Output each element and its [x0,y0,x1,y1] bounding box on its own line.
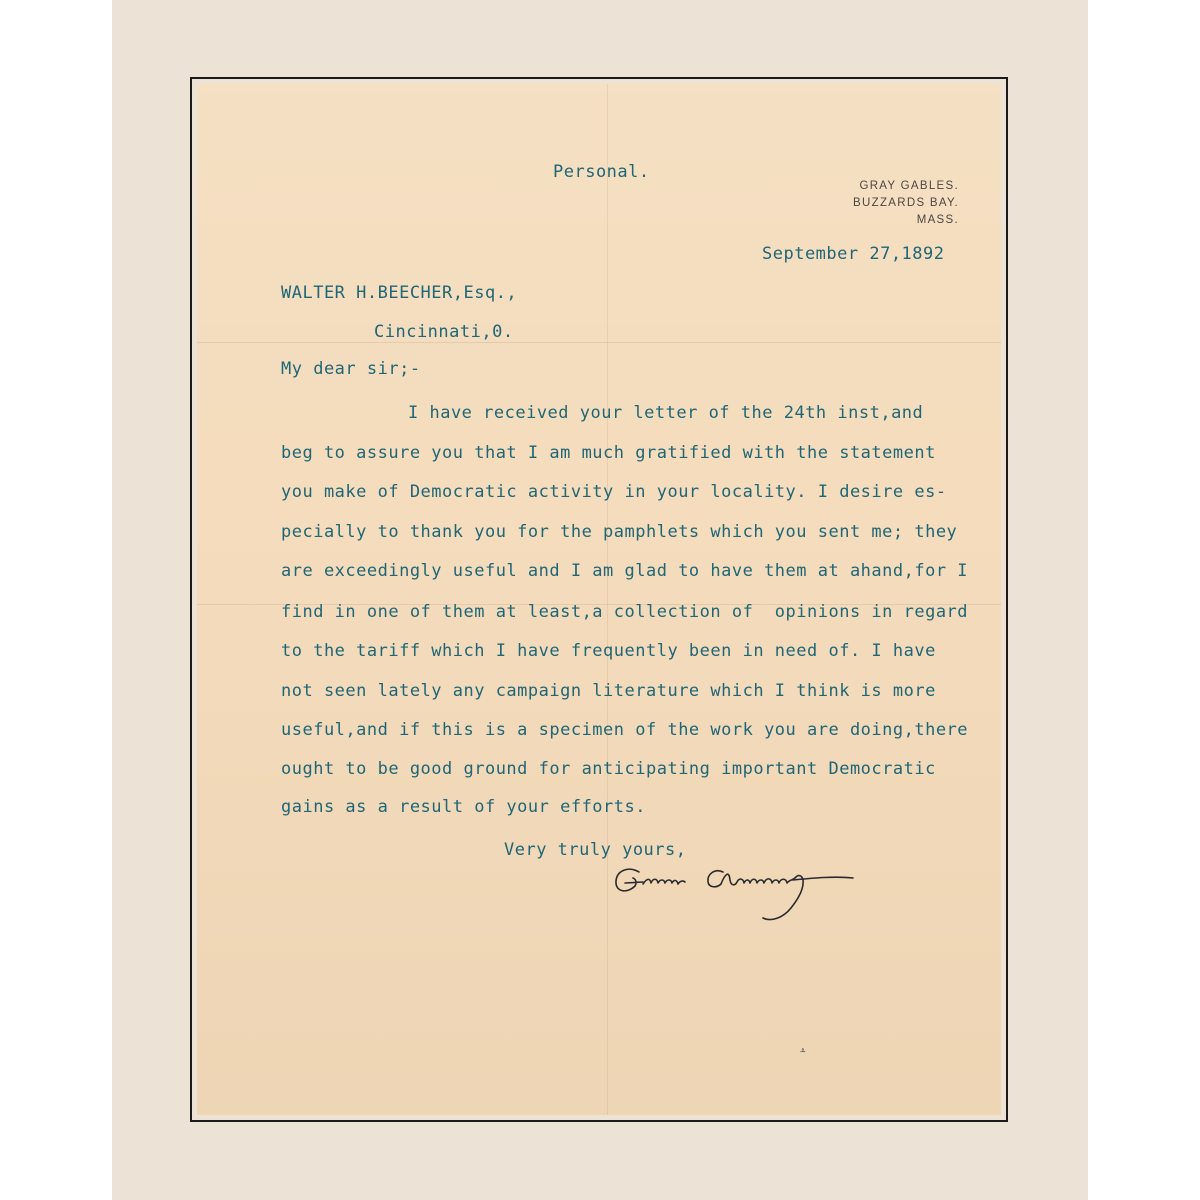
body-line: you make of Democratic activity in your locality. I desire es- [281,482,947,502]
letterhead-line-1: GRAY GABLES. [859,180,959,192]
salutation: My dear sir;- [281,359,421,379]
letter-date: September 27,1892 [762,244,945,264]
letter-sheet [197,84,1001,1115]
body-line: find in one of them at least,a collection of opinions in regard [281,602,969,622]
fold-crease-vertical [607,84,608,1115]
body-line: gains as a result of your efforts. [281,797,646,817]
handwritten-signature [603,848,873,938]
recipient-name: WALTER H.BEECHER,Esq., [281,283,518,303]
body-line: beg to assure you that I am much gratified with the statement [281,443,936,463]
personal-marking: Personal. [553,162,650,182]
body-line: to the tariff which I have frequently been in need of. I have [281,641,936,661]
body-line: ought to be good ground for anticipating important Democratic [281,759,936,779]
body-line: pecially to thank you for the pamphlets which you sent me; they [281,522,958,542]
body-line: are exceedingly useful and I am glad to have them at ahand,for I [281,561,969,581]
recipient-city: Cincinnati,0. [374,322,514,342]
body-line: I have received your letter of the 24th inst,and [408,403,924,423]
letterhead-line-3: MASS. [916,214,959,226]
stray-mark: ⸛ [800,1047,806,1058]
fold-crease-horizontal [197,342,1001,343]
body-line: not seen lately any campaign literature which I think is more [281,681,936,701]
body-line: useful,and if this is a specimen of the work you are doing,there [281,720,969,740]
closing: Very truly yours, [504,840,687,860]
letterhead-line-2: BUZZARDS BAY. [853,197,959,209]
